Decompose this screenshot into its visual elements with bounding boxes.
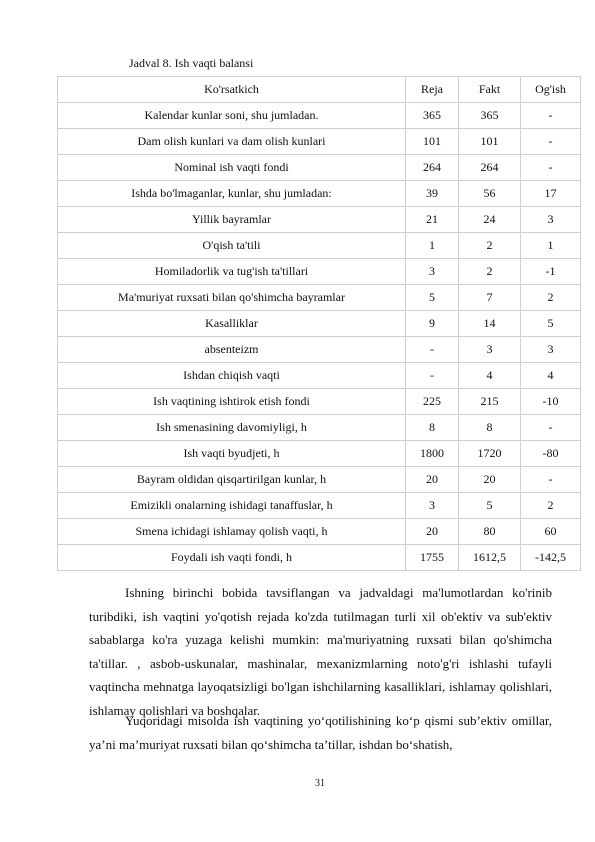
- cell-actual: 101: [459, 129, 521, 155]
- cell-plan: 365: [406, 103, 459, 129]
- column-header-indicator: Ko'rsatkich: [58, 77, 406, 103]
- cell-indicator: Ma'muriyat ruxsati bilan qo'shimcha bayramlar: [58, 285, 406, 311]
- column-header-actual: Fakt: [459, 77, 521, 103]
- cell-actual: 24: [459, 207, 521, 233]
- table-row: [58, 363, 581, 389]
- cell-actual: 80: [459, 519, 521, 545]
- cell-actual: 1720: [459, 441, 521, 467]
- column-header-deviation: Og'ish: [521, 77, 581, 103]
- cell-plan: 1800: [406, 441, 459, 467]
- cell-indicator: absenteizm: [58, 337, 406, 363]
- cell-plan: -: [406, 337, 459, 363]
- cell-actual: 365: [459, 103, 521, 129]
- cell-indicator: Homiladorlik va tug'ish ta'tillari: [58, 259, 406, 285]
- cell-indicator: Yillik bayramlar: [58, 207, 406, 233]
- cell-actual: 14: [459, 311, 521, 337]
- cell-indicator: Nominal ish vaqti fondi: [58, 155, 406, 181]
- cell-plan: 8: [406, 415, 459, 441]
- cell-plan: 1: [406, 233, 459, 259]
- cell-indicator: Emizikli onalarning ishidagi tanaffuslar, h: [58, 493, 406, 519]
- cell-indicator: Ishda bo'lmaganlar, kunlar, shu jumladan:: [58, 181, 406, 207]
- cell-indicator: Kalendar kunlar soni, shu jumladan.: [58, 103, 406, 129]
- cell-actual: 56: [459, 181, 521, 207]
- cell-plan: 5: [406, 285, 459, 311]
- cell-plan: 39: [406, 181, 459, 207]
- cell-indicator: Kasalliklar: [58, 311, 406, 337]
- table-row: [58, 285, 581, 311]
- cell-deviation: 5: [521, 311, 581, 337]
- table-row: [58, 493, 581, 519]
- work-time-balance-table: [57, 76, 581, 571]
- table-row: [58, 155, 581, 181]
- cell-deviation: 1: [521, 233, 581, 259]
- cell-indicator: Bayram oldidan qisqartirilgan kunlar, h: [58, 467, 406, 493]
- cell-deviation: -142,5: [521, 545, 581, 571]
- cell-plan: -: [406, 363, 459, 389]
- cell-actual: 4: [459, 363, 521, 389]
- cell-actual: 2: [459, 233, 521, 259]
- cell-actual: 7: [459, 285, 521, 311]
- table-row: [58, 467, 581, 493]
- cell-indicator: Ishdan chiqish vaqti: [58, 363, 406, 389]
- cell-deviation: -: [521, 129, 581, 155]
- table-row: [58, 415, 581, 441]
- cell-deviation: -: [521, 415, 581, 441]
- cell-plan: 3: [406, 493, 459, 519]
- cell-actual: 5: [459, 493, 521, 519]
- cell-deviation: 2: [521, 493, 581, 519]
- table-row: [58, 311, 581, 337]
- table-row: [58, 441, 581, 467]
- cell-deviation: -1: [521, 259, 581, 285]
- cell-actual: 264: [459, 155, 521, 181]
- table-row: [58, 103, 581, 129]
- cell-indicator: O'qish ta'tili: [58, 233, 406, 259]
- table-row: [58, 259, 581, 285]
- cell-indicator: Ish vaqti byudjeti, h: [58, 441, 406, 467]
- cell-deviation: -: [521, 103, 581, 129]
- cell-actual: 1612,5: [459, 545, 521, 571]
- cell-plan: 20: [406, 519, 459, 545]
- cell-actual: 2: [459, 259, 521, 285]
- cell-indicator: Dam olish kunlari va dam olish kunlari: [58, 129, 406, 155]
- table-header-row: [58, 77, 581, 103]
- cell-deviation: 4: [521, 363, 581, 389]
- page-number: 31: [315, 778, 325, 789]
- cell-plan: 20: [406, 467, 459, 493]
- cell-deviation: 2: [521, 285, 581, 311]
- table-row: [58, 389, 581, 415]
- cell-plan: 9: [406, 311, 459, 337]
- cell-indicator: Smena ichidagi ishlamay qolish vaqti, h: [58, 519, 406, 545]
- table-row: [58, 233, 581, 259]
- cell-indicator: Foydali ish vaqti fondi, h: [58, 545, 406, 571]
- cell-plan: 3: [406, 259, 459, 285]
- cell-actual: 215: [459, 389, 521, 415]
- body-paragraph-2: Yuqoridagi misolda ish vaqtining yo‘qotilishining ko‘p qismi sub’ektiv omillar, ya’ni ma’muriyat ruxsati bilan qo‘shimcha ta’tillar, ishdan bo‘shatish,: [89, 713, 552, 752]
- cell-deviation: -10: [521, 389, 581, 415]
- table-row: [58, 181, 581, 207]
- cell-plan: 264: [406, 155, 459, 181]
- table-body: [58, 103, 581, 571]
- cell-deviation: 3: [521, 337, 581, 363]
- cell-deviation: -: [521, 467, 581, 493]
- cell-plan: 1755: [406, 545, 459, 571]
- table-row: [58, 545, 581, 571]
- cell-deviation: 3: [521, 207, 581, 233]
- cell-actual: 3: [459, 337, 521, 363]
- cell-deviation: -80: [521, 441, 581, 467]
- cell-actual: 8: [459, 415, 521, 441]
- cell-indicator: Ish vaqtining ishtirok etish fondi: [58, 389, 406, 415]
- body-paragraph-1: Ishning birinchi bobida tavsiflangan va jadvaldagi ma'lumotlardan ko'rinib turibdiki, ish vaqtini yo'qotish rejada ko'zda tutilmagan turli xil ob'ektiv va sub'ektiv sabablarga ko'ra yuzaga kelishi mumkin: ma'muriyatning ruxsati bilan qo'shimcha ta'tillar. , asbob-uskunalar, mashinalar, mexanizmlarning noto'g'ri ishlashi tufayli vaqtincha mehnatga layoqatsizligi bo'lgan ishchilarning kasalliklari, ishlamay qolishlari, ishlamay qolishlari va boshqalar.: [89, 585, 552, 718]
- table-row: [58, 337, 581, 363]
- table-row: [58, 519, 581, 545]
- cell-plan: 21: [406, 207, 459, 233]
- cell-deviation: 60: [521, 519, 581, 545]
- cell-indicator: Ish smenasining davomiyligi, h: [58, 415, 406, 441]
- cell-plan: 101: [406, 129, 459, 155]
- column-header-plan: Reja: [406, 77, 459, 103]
- table-row: [58, 129, 581, 155]
- cell-deviation: -: [521, 155, 581, 181]
- cell-deviation: 17: [521, 181, 581, 207]
- cell-actual: 20: [459, 467, 521, 493]
- table-caption: Jadval 8. Ish vaqti balansi: [129, 56, 254, 70]
- table-row: [58, 207, 581, 233]
- cell-plan: 225: [406, 389, 459, 415]
